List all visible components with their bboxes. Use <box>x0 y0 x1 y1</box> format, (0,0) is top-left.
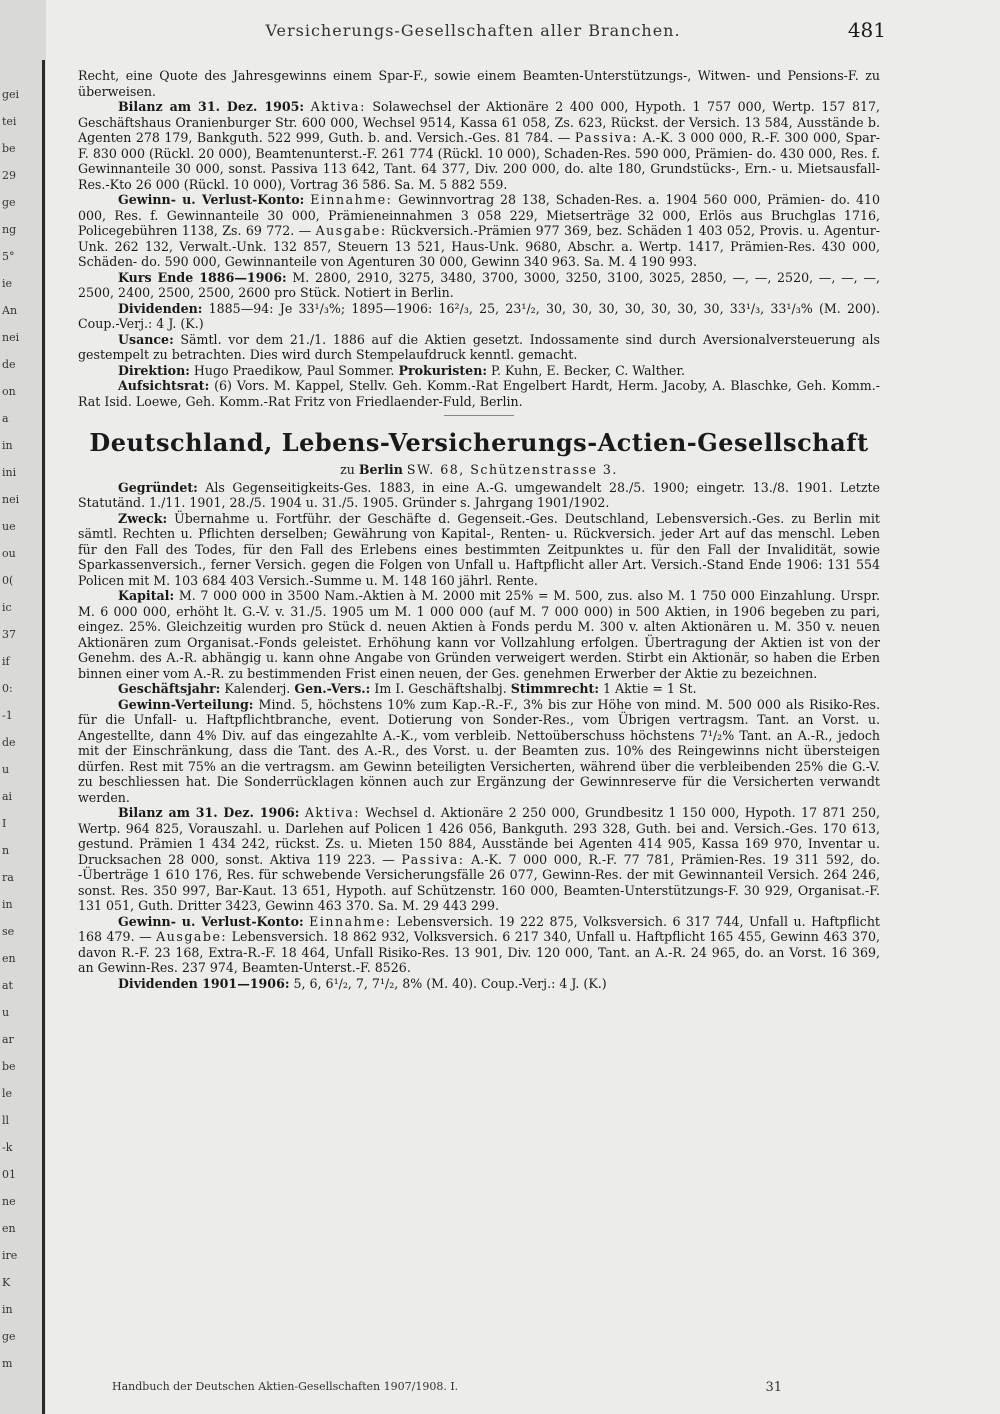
gewinnverteilung-label: Gewinn-Verteilung: <box>118 696 254 712</box>
gewinnverteilung-text: Mind. 5, höchstens 10% zum Kap.-R.-F., 3% bis zur Höhe von mind. M. 500 000 als Risiko-Res. für die Unfall- u. Haftpflichtbranche, event. Dotierung von Sonder-Res., vom Übrigen vertragsm. Tant. an Vorst. u. Angestellte, dann 4% Div. auf das eingezahlte A.-K., vom verbleib. Nettoüberschuss höchstens 7¹/₂% Tant. an A.-R., jedoch mit der Einschränkung, dass die Tant. des A.-R., des Vorst. u. der Beamten zus. 10% des Reingewinns nicht übersteigen dürfen. Rest mit 75% an die vertragsm. am Gewinn beteiligten Versicherten, während über die verbleibenden 25% die G.-V. zu beschliessen hat. Die Sonderrücklagen können auch zur Ergänzung der Gewinnreserve für die Versicherten verwandt werden. <box>78 696 880 805</box>
kapital-label: Kapital: <box>118 588 175 603</box>
aktiva-label: Aktiva: <box>304 805 360 820</box>
entry-separator <box>444 415 514 416</box>
margin-fragment: ar <box>2 1033 14 1046</box>
passiva-label: Passiva: <box>574 130 639 145</box>
gewinn-1906-einnahme: Lebensversich. 19 222 875, Volksversich. 6 317 744, Unfall u. Haftpflicht 168 479. — <box>78 913 880 944</box>
page-header <box>60 18 886 48</box>
margin-fragment: ne <box>2 1195 16 1208</box>
margin-fragment: be <box>2 1060 16 1073</box>
margin-fragment: m <box>2 1357 13 1370</box>
margin-fragment: 0: <box>2 682 13 695</box>
bilanz-1905-passiva: A.-K. 3 000 000, R.-F. 300 000, Spar-F. 830 000 (Rückl. 20 000), Beamtenunterst.-F. 261 774 (Rückl. 10 000), Schaden-Res. 590 000, Prämien- do. 430 000, Res. f. Gewinnanteile 30 000, sonst. Passiva 113 642, Tant. 64 377, Div. 200 000, do. alte 180, Grundstücks-, Ern.- u. Mietsausfall-Res.-Kto 26 000 (Rückl. 10 000), Vortrag 36 586. Sa. M. 5 882 559. <box>78 130 880 192</box>
bilanz-1906-label: Bilanz am 31. Dez. 1906: <box>118 805 300 820</box>
margin-fragment: ge <box>2 1330 16 1343</box>
margin-fragment: nei <box>2 493 20 506</box>
geschaeftsjahr-label: Geschäftsjahr: <box>118 681 221 696</box>
margin-fragment: in <box>2 1303 13 1316</box>
margin-fragment: de <box>2 736 16 749</box>
margin-fragment: le <box>2 1087 13 1100</box>
company-location <box>78 462 880 478</box>
page-content <box>78 68 880 991</box>
dividenden-prev-label: Dividenden: <box>118 300 203 316</box>
signature-mark: 31 <box>765 1380 782 1395</box>
prokuristen-label: Prokuristen: <box>398 362 488 378</box>
direktion-label: Direktion: <box>118 362 190 378</box>
ausgabe-label: Ausgabe: <box>315 223 387 238</box>
margin-fragment: ue <box>2 520 16 533</box>
dividenden-prev <box>78 301 880 332</box>
margin-fragment: u <box>2 763 10 776</box>
einnahme-label: Einnahme: <box>310 192 393 207</box>
entry-intro: Recht, eine Quote des Jahresgewinns einem Spar-F., sowie einem Beamten-Unterstützungs-, Witwen- und Pensions-F. zu überweisen. <box>78 68 880 99</box>
usance-section <box>78 332 880 363</box>
margin-fragment: en <box>2 1222 16 1235</box>
geschaeftsjahr-section <box>78 681 880 697</box>
aufsichtsrat-text: (6) Vors. M. Kappel, Stellv. Geh. Komm.-Rat Engelbert Hardt, Herm. Jacoby, A. Blaschke, Geh. Komm.-Rat Isid. Loewe, Geh. Komm.-Rat Fritz von Friedlaender-Fuld, Berlin. <box>78 378 880 409</box>
margin-fragment: -k <box>2 1141 13 1154</box>
margin-fragment: nei <box>2 331 20 344</box>
margin-fragment: ai <box>2 790 13 803</box>
gegruendet-label: Gegründet: <box>118 479 198 495</box>
margin-fragment: on <box>2 385 16 398</box>
dividenden-label: Dividenden 1901—1906: <box>118 975 290 991</box>
company-title: Deutschland, Lebens-Versicherungs-Actien-Gesellschaft <box>89 428 869 457</box>
kurs-label: Kurs Ende 1886—1906: <box>118 269 287 285</box>
gewinnverteilung-section <box>78 697 880 806</box>
dividenden-prev-text: 1885—94: Je 33¹/₃%; 1895—1906: 16²/₃, 25, 23¹/₂, 30, 30, 30, 30, 30, 30, 30, 33¹/₃, 33¹/₃% (M. 200). Coup.-Verj.: 4 J. (K.) <box>78 300 880 331</box>
margin-fragment: 0( <box>2 574 14 587</box>
zweck-label: Zweck: <box>118 510 168 526</box>
gewinn-1905-label: Gewinn- u. Verlust-Konto: <box>118 192 305 207</box>
gewinn-1906-label: Gewinn- u. Verlust-Konto: <box>118 913 304 929</box>
usance-text: Sämtl. vor dem 21./1. 1886 auf die Aktien gesetzt. Indossamente sind durch Aversionalversteuerung als gestempelt zu betrachten. Dies wird durch Stempelaufdruck kenntl. gemacht. <box>78 331 880 362</box>
margin-fragment: in <box>2 439 13 452</box>
margin-fragment: de <box>2 358 16 371</box>
kapital-section <box>78 588 880 681</box>
margin-fragment: An <box>2 304 18 317</box>
bilanz-1905-label: Bilanz am 31. Dez. 1905: <box>118 99 305 114</box>
running-title: Versicherungs-Gesellschaften aller Branchen. <box>265 21 681 40</box>
bilanz-1906 <box>78 805 880 914</box>
bilanz-1905 <box>78 99 880 192</box>
margin-fragment: en <box>2 952 16 965</box>
margin-fragment: 01 <box>2 1168 16 1181</box>
margin-fragment: a <box>2 412 9 425</box>
margin-fragment: in <box>2 898 13 911</box>
margin-fragment: 5° <box>2 250 15 263</box>
company-address: SW. 68, Schützenstrasse 3. <box>406 462 618 477</box>
gewinn-1905 <box>78 192 880 270</box>
page-footer <box>112 1380 782 1393</box>
margin-fragment: ini <box>2 466 17 479</box>
usance-label: Usance: <box>118 331 174 347</box>
margin-fragment: tei <box>2 115 17 128</box>
gen-vers-text: Im I. Geschäftshalbj. <box>374 681 507 696</box>
aufsichtsrat-section <box>78 378 880 409</box>
margin-fragment: I <box>2 817 7 830</box>
margin-fragment: n <box>2 844 10 857</box>
company-city: Berlin <box>358 462 403 477</box>
margin-fragment: 29 <box>2 169 16 182</box>
margin-fragment: K <box>2 1276 11 1289</box>
margin-fragment: ng <box>2 223 17 236</box>
dividenden-section <box>78 976 880 992</box>
margin-fragment: ie <box>2 277 13 290</box>
gen-vers-label: Gen.-Vers.: <box>294 681 371 696</box>
gewinn-1906 <box>78 914 880 976</box>
bilanz-1906-passiva: A.-K. 7 000 000, R.-F. 77 781, Prämien-Res. 19 311 592, do. -Überträge 1 610 176, Res. für schwebende Versicherungsfälle 26 077, Gewinn-Res. der mit Gewinnanteil Versich. 264 246, sonst. Res. 350 997, Bar-Kaut. 13 651, Hypoth. auf Schützenstr. 160 000, Beamten-Unterstützungs-F. 30 929, Organisat.-F. 131 051, Guth. Dritter 3423, Gewinn 463 370. Sa. M. 29 443 299. <box>78 851 880 913</box>
prokuristen-text: P. Kuhn, E. Becker, C. Walther. <box>491 362 685 378</box>
margin-fragment: 37 <box>2 628 16 641</box>
page-number: 481 <box>847 18 886 42</box>
stimmrecht-text: 1 Aktie = 1 St. <box>603 681 697 696</box>
bilanz-1906-aktiva: Wechsel d. Aktionäre 2 250 000, Grundbesitz 1 150 000, Hypoth. 17 871 250, Wertp. 964 825, Vorauszahl. u. Darlehen auf Policen 1 426 056, Bankguth. 293 328, Guth. bei and. Versich.-Ges. 170 613, gestund. Prämien 1 434 242, rückst. Zs. u. Mieten 150 884, Ausstände bei Agenten 414 905, Kassa 169 970, Inventar u. Drucksachen 28 000, sonst. Aktiva 119 223. — <box>78 805 880 867</box>
kapital-text: M. 7 000 000 in 3500 Nam.-Aktien à M. 2000 mit 25% = M. 500, zus. also M. 1 750 000 Einzahlung. Urspr. M. 6 000 000, erhöht lt. G.-V. v. 31./5. 1905 um M. 1 000 000 (auf M. 7 000 000) in 500 Aktien, in 1906 begeben zu pari, eingez. 25%. Gleichzeitig wurden pro Stück d. neuen Aktien à Fonds perdu M. 300 v. alten Aktionären u. M. 350 v. neuen Aktionären zum Organisat.-Fonds geleistet. Erhöhung kann vor Vollzahlung erfolgen. Übertragung der Aktien ist von der Genehm. des A.-R. abhängig u. kann ohne Angabe von Gründen verweigert werden. Stirbt ein Aktionär, so haben die Erben binnen einer vom A.-R. zu bestimmenden Frist einen neuen, der Ges. genehmen Erwerber der Aktie zu bezeichnen. <box>78 588 880 681</box>
margin-fragment: ire <box>2 1249 18 1262</box>
direktion-section <box>78 363 880 379</box>
direktion-text: Hugo Praedikow, Paul Sommer. <box>193 362 395 378</box>
margin-fragment: at <box>2 979 13 992</box>
einnahme-label: Einnahme: <box>309 913 392 929</box>
margin-fragment: gei <box>2 88 20 101</box>
margin-fragment: ll <box>2 1114 10 1127</box>
margin-fragment: if <box>2 655 10 668</box>
margin-fragment: be <box>2 142 16 155</box>
gewinn-1905-einnahme: Gewinnvortrag 28 138, Schaden-Res. a. 1904 560 000, Prämien- do. 410 000, Res. f. Gewinnanteile 30 000, Prämieneinnahmen 3 058 229, Mietserträge 32 000, Erlös aus Bruchglas 1716, Policegebühren 1138, Zs. 69 772. — <box>78 192 881 238</box>
kurs-text: M. 2800, 2910, 3275, 3480, 3700, 3000, 3250, 3100, 3025, 2850, —, —, 2520, —, —, —, 2500, 2400, 2500, 2500, 2600 pro Stück. Notiert in Berlin. <box>78 269 880 300</box>
binding-rule <box>42 60 45 1414</box>
geschaeftsjahr-text: Kalenderj. <box>224 681 291 696</box>
margin-fragment: ge <box>2 196 16 209</box>
kurs-section <box>78 270 880 301</box>
margin-fragment: ra <box>2 871 14 884</box>
stimmrecht-label: Stimmrecht: <box>510 681 600 696</box>
gegruendet-section <box>78 480 880 511</box>
margin-fragment: -1 <box>2 709 13 722</box>
passiva-label: Passiva: <box>401 851 465 867</box>
margin-fragment: se <box>2 925 15 938</box>
bilanz-1905-aktiva: Solawechsel der Aktionäre 2 400 000, Hypoth. 1 757 000, Wertp. 157 817, Geschäftshaus Oranienburger Str. 600 000, Wechsel 9514, Kassa 61 058, Zs. 623, Rückst. der Versich. 13 584, Ausstände b. Agenten 278 179, Bankguth. 522 999, Guth. b. and. Versich.-Ges. 81 784. — <box>78 99 880 145</box>
book-title: Handbuch der Deutschen Aktien-Gesellschaften 1907/1908. I. <box>112 1380 459 1393</box>
aufsichtsrat-label: Aufsichtsrat: <box>118 378 210 393</box>
gewinn-1906-ausgabe: Lebensversich. 18 862 932, Volksversich. 6 217 340, Unfall u. Haftpflicht 165 455, Gewinn 463 370, davon R.-F. 23 168, Extra-R.-F. 18 464, Unfall Risiko-Res. 13 901, Div. 120 000, Tant. an A.-R. 24 965, do. an Vorst. 16 369, an Gewinn-Res. 237 974, Beamten-Unterst.-F. 8526. <box>78 929 880 975</box>
ausgabe-label: Ausgabe: <box>156 929 228 944</box>
gewinn-1905-ausgabe: Rückversich.-Prämien 977 369, bez. Schäden 1 403 052, Provis. u. Agentur-Unk. 262 132, Verwalt.-Unk. 132 857, Steuern 13 521, Haus-Unk. 9680, Abschr. a. Wertp. 1417, Prämien-Res. 430 000, Schäden- do. 590 000, Gewinnanteile von Agenturen 30 000, Gewinn 340 963. Sa. M. 4 190 993. <box>78 223 880 269</box>
margin-fragment: u <box>2 1006 10 1019</box>
left-margin-bleed <box>0 0 46 1414</box>
gegruendet-text: Als Gegenseitigkeits-Ges. 1883, in eine A.-G. umgewandelt 28./5. 1900; eingetr. 13./8. 1901. Letzte Statutänd. 1./11. 1901, 28./5. 1904 u. 31./5. 1905. Gründer s. Jahrgang 1901/1902. <box>78 479 880 510</box>
margin-fragment: ic <box>2 601 12 614</box>
dividenden-text: 5, 6, 6¹/₂, 7, 7¹/₂, 8% (M. 40). Coup.-Verj.: 4 J. (K.) <box>293 975 607 991</box>
aktiva-label: Aktiva: <box>310 99 366 114</box>
zweck-section <box>78 511 880 589</box>
location-prefix: zu <box>340 462 355 477</box>
margin-fragment: ou <box>2 547 16 560</box>
zweck-text: Übernahme u. Fortführ. der Geschäfte d. Gegenseit.-Ges. Deutschland, Lebensversich.-Ges. zu Berlin mit sämtl. Rechten u. Pflichten derselben; Gewährung von Kapital-, Renten- u. Rückversich. jeder Art auf das menschl. Leben für den Fall des Todes, für den Fall des Erlebens eines bestimmten Zeitpunktes u. für den Fall der Invalidität, sowie Sparkassenversich., ferner Versich. gegen die Folgen von Unfall u. Haftpflicht aller Art. Versich.-Stand Ende 1906: 131 554 Policen mit M. 103 684 403 Versich.-Summe u. M. 148 160 jährl. Rente. <box>78 510 880 588</box>
